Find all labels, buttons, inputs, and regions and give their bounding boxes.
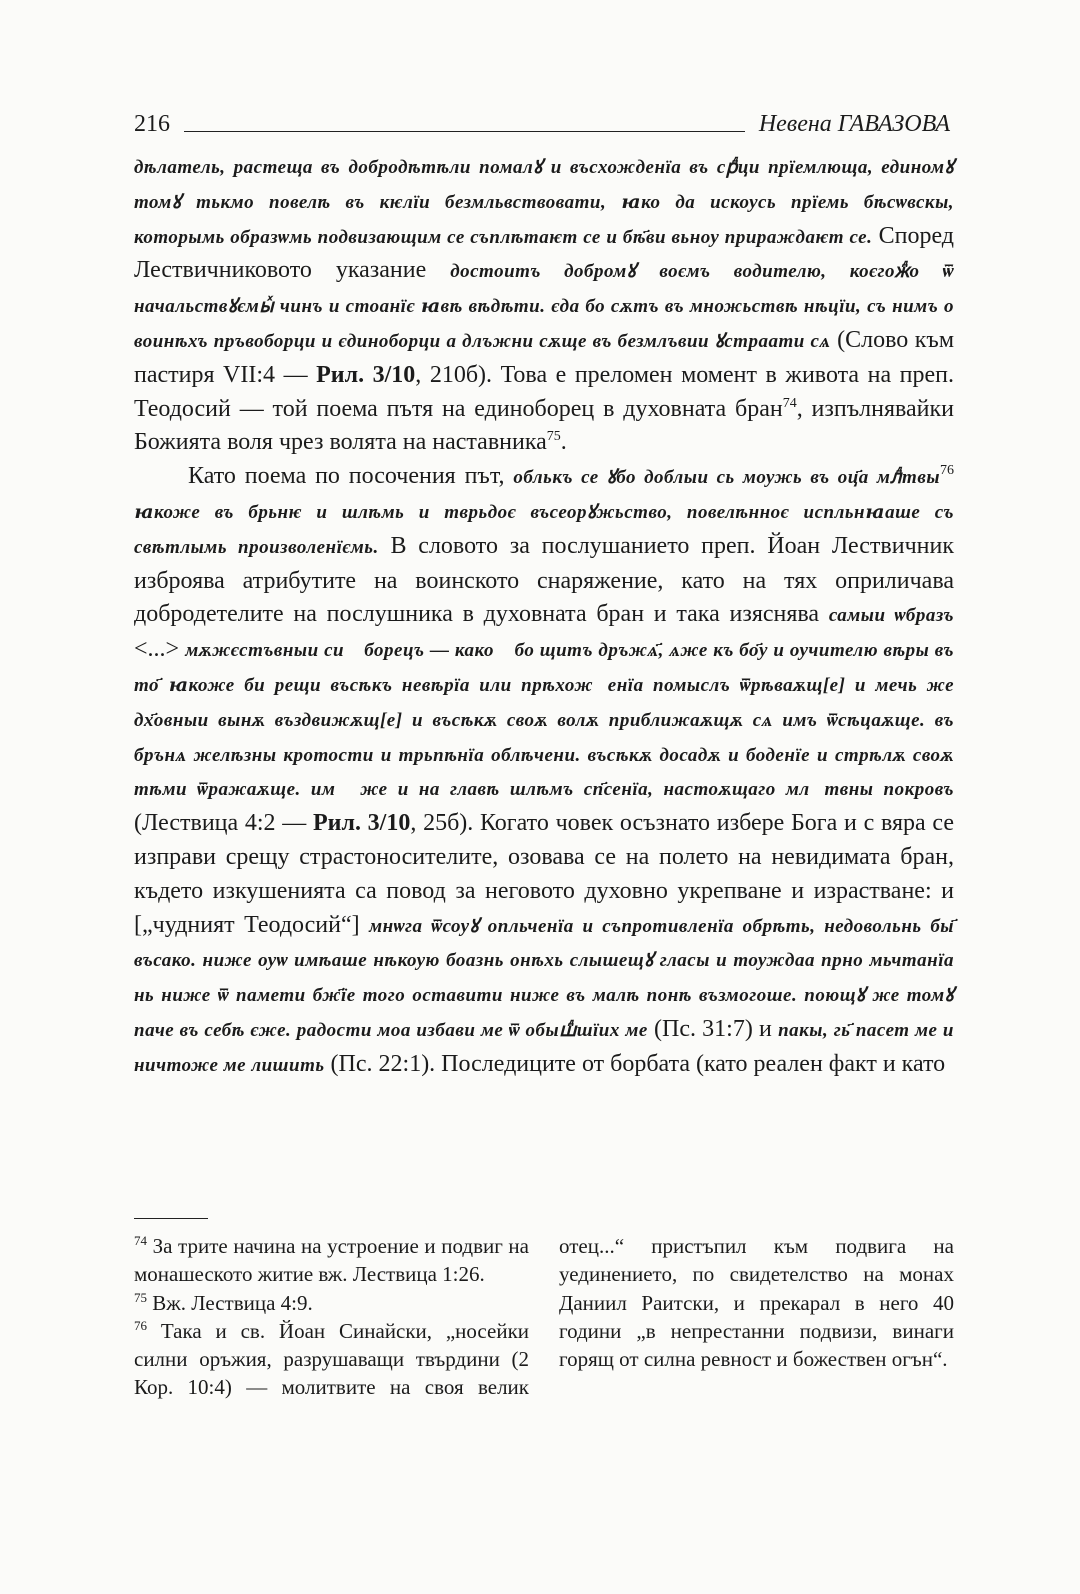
church-slavonic-quote: пакы, гь҃ пасет ме и ничтоже ме лишить: [134, 1019, 954, 1076]
footnote-text: За трите начина на устроение и подвиг на монашеското житие вж. Лествица 1:26.: [134, 1234, 529, 1287]
running-header: [134, 98, 950, 138]
text-run: (Лествица 4:2 —: [134, 810, 313, 837]
footnote-marker-74[interactable]: 74: [782, 395, 797, 411]
text-run: , 25б). Когато човек осъзнато избере Бога и с вяра се изправи срещу страстоносителите, озовава се на полето на невидимата бран, където изкушенията са повод за неговото духовно укрепване и израстване: и [„чудният Теодосий“]: [134, 810, 954, 938]
church-slavonic-quote: дѣлатель, растещa въ добродѣтѣли помалꙋ и въсхожденїа въ срⷣци прїемлюща, единомꙋ томꙋ тькмо повелѣ въ кѥлїи безмльвствовати, ꙗко да искоусь прїемь бѣсѡвскы, которымь образѡмь подвизающим се съплѣтаѥт се и бѣ҃ви вьноу прираждаѥт се.: [134, 157, 954, 248]
text-run: <...>: [134, 636, 186, 663]
manuscript-reference: Рил. 3/10: [313, 810, 411, 837]
footnote-number: 74: [134, 1233, 147, 1248]
church-slavonic-quote: мѫжєстъвныи сиⷯ борецъ — како ꙋбо щитъ дръжѧ҃, ѧже къ бо҃у и оучителю вѣры въ то҃ ꙗкоже би рещи въсѣкъ невѣрїа или прѣхожⷣенїа помыслъ ѿрѣваѫщ[е] и мечь же дх҃овныи вынѫ въздвижѫщ[е] и въсѣкѫ своѫ волѫ приближаѫщѫ сѧ имъ ѿсѣцаѫще. въ брънѧ желѣзны кротости и трьпѣнїа облѣчени. въсѣкѫ досадѫ и боденїе и стрѣлѫ своѫ тѣми ѿражаѫще. имⷮ же и на главѣ шлѣмъ сп҃сенїа, настоѫщаго млⷣтвны покровъ: [134, 640, 954, 801]
text-run: В словото за послушанието преп. Йоан Лествичник изброява атрибутите на воинското снаряжение, като на тях оприличава добродетелите на послушника в духовната бран и така изяснява: [134, 532, 954, 628]
footnote-74: [134, 1232, 529, 1289]
footnote-text: Така и св. Йоан Синайски, „носейки силни оръжия, разрушаващи твърдини (2 Кор. 10:4) — молитвите на своя велик отец...“ пристъпил към подвига на уединението, по свидетелство на монах Даниил Раитски, и прекарал в него 40 години „в непрестанни подвизи, винаги горящ от силна ревност и божествен огън“.: [134, 1234, 954, 1400]
text-run: (Пс. 31:7) и: [647, 1015, 779, 1042]
footnote-number: 76: [134, 1317, 147, 1333]
manuscript-reference: Рил. 3/10: [316, 361, 416, 388]
paragraph-2: [134, 460, 954, 1082]
footnote-marker-75[interactable]: 75: [546, 429, 561, 445]
footnote-text: Вж. Лествица 4:9.: [152, 1290, 313, 1315]
text-run: .: [560, 429, 567, 456]
main-text: [134, 150, 954, 1083]
footnote-75: [134, 1289, 529, 1317]
footnote-separator: [134, 1218, 208, 1219]
text-run: (Слово към пастиря VII:4 —: [134, 326, 955, 388]
church-slavonic-quote: ꙗкоже въ брьнѥ и шлѣмь и тврьдоє въсеорꙋжьство, повелѣнноє испльнꙗаше съ свѣтлымь произволенїємь.: [134, 501, 954, 558]
text-run: Според Лествичниковото указание: [134, 222, 954, 284]
page-number: 216: [134, 111, 170, 137]
church-slavonic-quote: мнѡга ѿсоуꙋ опльченїа и съпротивленїа обрѣть, недовольнь бы҃ въсако. ниже оуѡ имѣаше нѣкоую боазнь онѣхь слышещꙋ гласы и тоуждаа прно мьчтанїа нь ниже ѿ памети бж҃їе того оставити ниже въ малѣ понѣ възмогоше. поющꙋ же томꙋ паче въ себѣ єже. радости моа избави ме ѿ обышⷣшїих ме: [134, 915, 954, 1041]
paragraph-1: [134, 150, 954, 460]
footnotes: [134, 1232, 954, 1402]
church-slavonic-quote: самыи ѡбразъ: [828, 605, 954, 627]
text-run: , 210б). Това е преломен момент в живота на преп. Теодосий — той поема пътя на единоборец в духовната бран: [134, 361, 955, 422]
running-head-author: Невена ГАВАЗОВА: [758, 111, 950, 137]
header-rule: [184, 131, 745, 132]
footnote-marker-76[interactable]: 76: [940, 463, 955, 479]
text-run: , изпълнявайки Божията воля чрез волята на наставника: [134, 395, 955, 456]
footnote-number: 75: [134, 1289, 147, 1305]
church-slavonic-quote: облькъ се ꙋбо доблыи сь моужь въ оц҃а млⷣтвы: [513, 467, 941, 489]
text-run: Като поема по посочения път,: [188, 463, 514, 490]
church-slavonic-quote: достоитъ добромꙋ воємъ водителю, коєгожⷣо ѿ начальствꙋємыⷯ чинъ и стоанїє ꙗвѣ вѣдѣти. єда бо сѫтъ въ множьствѣ нѣцїи, съ нимъ о воинѣхъ пръвоборци и єдиноборци а длъжни сѫще въ безмлъвии ꙋстраати сѧ: [134, 261, 955, 352]
text-run: (Пс. 22:1). Последиците от борбата (като реален факт и като: [324, 1050, 946, 1077]
